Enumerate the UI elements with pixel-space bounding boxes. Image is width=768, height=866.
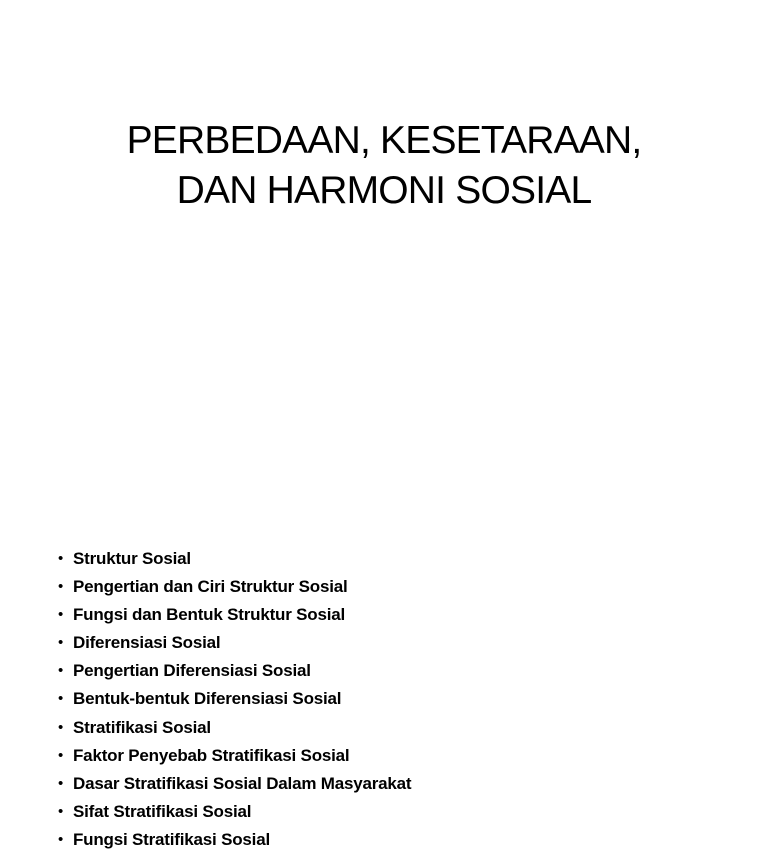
list-item-label: Faktor Penyebab Stratifikasi Sosial — [73, 745, 350, 765]
list-item — [58, 601, 411, 629]
bullet-icon: • — [58, 578, 64, 596]
list-item — [58, 573, 411, 601]
list-item-label: Fungsi Stratifikasi Sosial — [73, 829, 270, 849]
bullet-icon: • — [58, 606, 64, 624]
list-item-label: Pengertian dan Ciri Struktur Sosial — [73, 577, 348, 597]
list-item-label: Stratifikasi Sosial — [73, 717, 211, 737]
list-item — [58, 629, 411, 657]
list-item-label: Dasar Stratifikasi Sosial Dalam Masyarakat — [73, 773, 412, 793]
list-item — [58, 770, 411, 798]
list-item — [58, 685, 411, 713]
list-item-label: Fungsi dan Bentuk Struktur Sosial — [73, 605, 346, 625]
slide-title-line-1: PERBEDAAN, KESETARAAN, — [126, 119, 642, 162]
list-item — [58, 798, 411, 826]
list-item-label: Pengertian Diferensiasi Sosial — [73, 661, 311, 681]
bullet-icon: • — [58, 550, 64, 567]
bullet-icon: • — [58, 662, 64, 680]
bullet-icon: • — [58, 830, 64, 848]
list-item — [58, 657, 411, 685]
list-item-label: Diferensiasi Sosial — [73, 633, 221, 653]
bullet-icon: • — [58, 718, 64, 736]
bullet-icon: • — [58, 746, 64, 764]
bullet-icon: • — [58, 690, 64, 708]
bullet-icon: • — [58, 774, 64, 792]
topic-list — [58, 545, 411, 854]
list-item-label: Sifat Stratifikasi Sosial — [73, 801, 252, 821]
list-item — [58, 826, 411, 854]
bullet-icon: • — [58, 802, 64, 820]
list-item — [58, 714, 411, 742]
bullet-icon: • — [58, 634, 64, 652]
slide-title-line-2: DAN HARMONI SOSIAL — [176, 169, 592, 212]
list-item — [58, 742, 411, 770]
slide-title — [0, 116, 768, 216]
list-item-label: Struktur Sosial — [73, 549, 191, 568]
list-item — [58, 545, 411, 573]
list-item-label: Bentuk-bentuk Diferensiasi Sosial — [73, 689, 342, 709]
